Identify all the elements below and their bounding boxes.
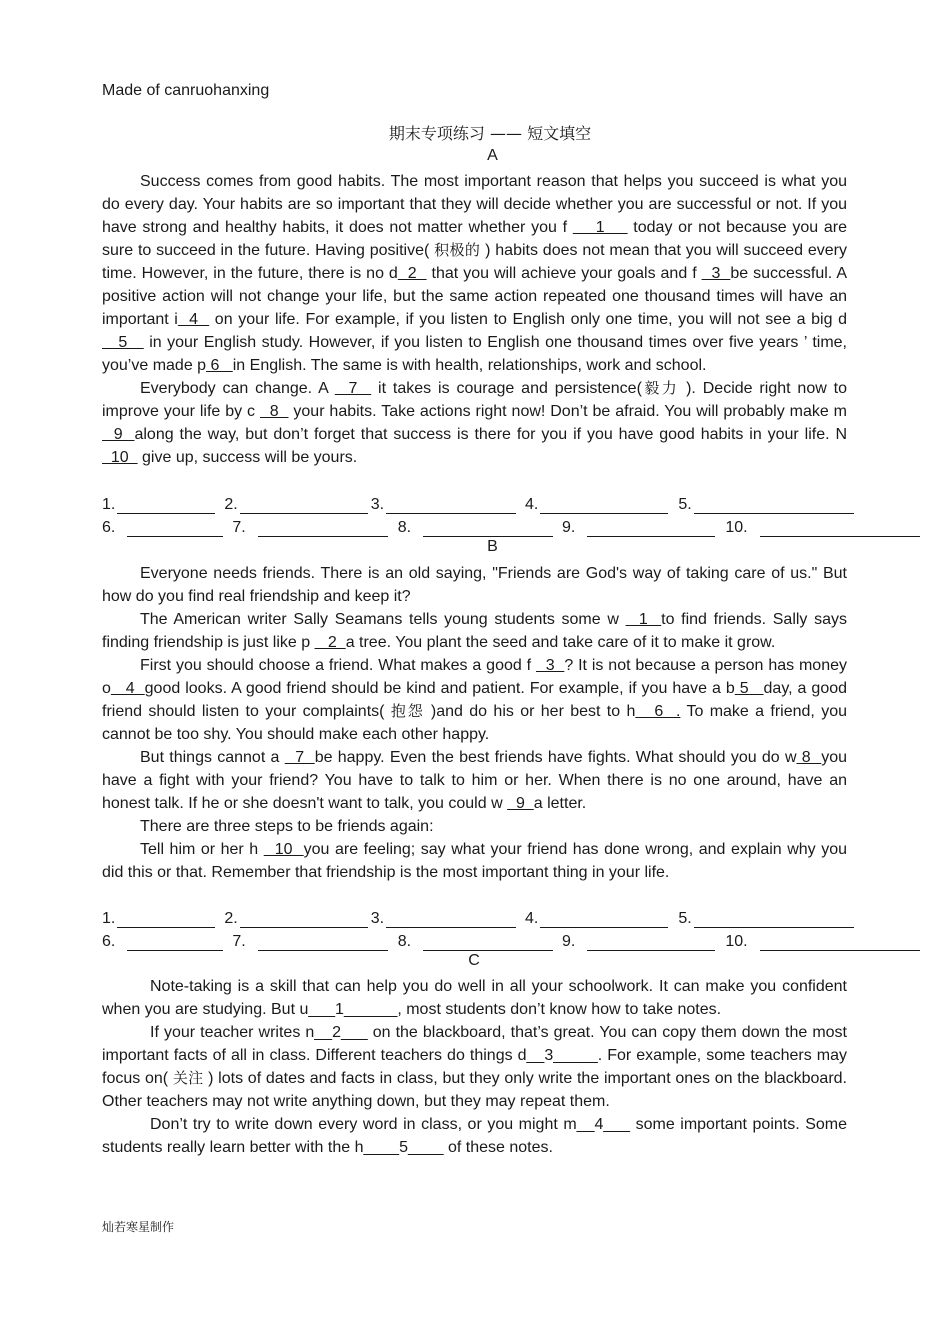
answer-number: 10. [725, 933, 748, 950]
text-run: a tree. You plant the seed and take care of it to make it grow. [345, 634, 776, 651]
page-title: 期末专项练习 —— 短文填空 [388, 124, 592, 143]
section-b-paragraph-3 [102, 654, 847, 746]
answer-number: 3. [370, 496, 385, 513]
text-run: There are three steps to be friends again: [140, 818, 434, 835]
section-c-paragraph-2 [102, 1021, 847, 1113]
answer-blank: 10 [263, 841, 304, 858]
text-run: )and do his or her best to h [424, 703, 636, 720]
answer-line[interactable] [540, 911, 668, 928]
text-run: along the way, but don’t forget that success is there for you if you have good habits in your life. N [134, 426, 847, 443]
answer-slot[interactable] [678, 910, 853, 928]
answer-line[interactable] [240, 911, 368, 928]
answer-number: 2. [224, 910, 238, 927]
section-c-paragraph-3 [102, 1113, 847, 1159]
text-run: in your English study. However, if you listen to English one thousand times over five years ’ time, you’ve made p [102, 334, 847, 374]
answer-line[interactable] [423, 520, 553, 537]
answer-slot[interactable] [371, 496, 516, 514]
text-run: ) lots of dates and facts in class, but they only write the important ones on the blackboard. Other teachers may not write anything down, but they may repeat them. [102, 1070, 847, 1110]
answer-slot[interactable] [371, 910, 516, 928]
answer-blank: 5 [102, 334, 144, 351]
answer-blank: 7 [284, 749, 315, 766]
section-b-paragraph-1 [102, 562, 847, 608]
text-run: give up, success will be yours. [137, 449, 358, 466]
answer-slot[interactable] [562, 519, 715, 537]
answer-blank: 1 [572, 219, 628, 236]
section-a-heading: A [487, 147, 498, 164]
page-footer: 灿若寒星制作 [102, 1220, 175, 1234]
text-run: it takes is courage and persistence( [371, 380, 642, 397]
answer-line[interactable] [240, 497, 368, 514]
text-run: Everybody can change. A [140, 380, 335, 397]
answer-number: 9. [562, 933, 576, 950]
answer-line[interactable] [386, 497, 516, 514]
answer-slot[interactable] [398, 933, 553, 951]
text-run: be successful. A positive action will not change your life, but the same action repeated one thousand times will have an important i [102, 265, 847, 328]
section-a-answer-grid [102, 491, 920, 537]
answer-slot[interactable] [102, 910, 215, 928]
text-run: on your life. For example, if you listen to English only one time, you will not see a big d [209, 311, 847, 328]
answer-blank: 6 [206, 357, 233, 374]
answer-line[interactable] [386, 911, 516, 928]
answer-line[interactable] [587, 934, 715, 951]
answer-blank: 5 [734, 680, 764, 697]
answer-number: 4. [525, 496, 539, 513]
text-run: Success comes from good habits. The most important reason that helps you succeed is what you do every day. Your habits are so important that they will decide whether you are successful or not. If you have strong and healthy habits, it does not matter whether you f [102, 173, 847, 236]
answer-number: 8. [397, 519, 412, 536]
answer-row [102, 928, 920, 951]
answer-number: 1. [102, 496, 116, 513]
answer-number: 9. [562, 519, 576, 536]
answer-line[interactable] [540, 497, 668, 514]
answer-line[interactable] [760, 520, 920, 537]
header-credit: Made of canruohanxing [102, 82, 270, 99]
text-run: If your teacher writes n__2___ on the blackboard, that’s great. You can copy them down the most important facts of all in class. Different teachers do things d__3_____. For example, some teachers may focus on( [102, 1024, 847, 1087]
answer-line[interactable] [117, 911, 215, 928]
answer-row [102, 491, 920, 514]
answer-slot[interactable] [525, 910, 668, 928]
answer-blank: 4 [177, 311, 210, 328]
answer-slot[interactable] [398, 519, 553, 537]
text-run: to find friends. Sally says finding friendship is just like p [102, 611, 848, 651]
text-run: Don’t try to write down every word in class, or you might m__4___ some important points. Some students really learn better with the h____5____ of these notes. [102, 1116, 847, 1156]
answer-line[interactable] [258, 520, 388, 537]
answer-slot[interactable] [232, 933, 387, 951]
answer-blank: 10 [102, 449, 138, 466]
answer-slot[interactable] [102, 933, 223, 951]
answer-row [102, 514, 920, 537]
text-run: But things cannot a [140, 749, 285, 766]
answer-blank: 9 [507, 795, 534, 812]
answer-number: 5. [678, 496, 692, 513]
answer-slot[interactable] [224, 910, 367, 928]
text-run: a letter. [533, 795, 587, 812]
answer-line[interactable] [258, 934, 388, 951]
chinese-gloss: 关注 [172, 1069, 204, 1087]
chinese-gloss: 抱怨 [390, 702, 425, 720]
answer-blank: 4 [110, 680, 145, 697]
answer-blank: 2 [397, 265, 427, 282]
chinese-gloss: 毅力 [641, 379, 680, 397]
section-b-paragraph-6 [102, 838, 847, 884]
answer-slot[interactable] [232, 519, 387, 537]
answer-line[interactable] [694, 497, 854, 514]
answer-number: 7. [232, 933, 246, 950]
text-run: you have a fight with your friend? You have to talk to him or her. When there is no one around, have an honest talk. If he or she doesn't want to talk, you could w [102, 749, 848, 812]
answer-slot[interactable] [725, 519, 919, 537]
text-run: Tell him or her h [140, 841, 264, 858]
text-run: you are feeling; say what your friend has done wrong, and explain why you did this or that. Remember that friendship is the most important thing in your life. [102, 841, 848, 881]
answer-blank: 3 [701, 265, 731, 282]
section-c-text [102, 975, 847, 1159]
answer-row [102, 905, 920, 928]
text-run: in English. The same is with health, relationships, work and school. [232, 357, 707, 374]
answer-number: 6. [102, 933, 116, 950]
answer-blank: 1 [625, 611, 662, 628]
text-run: that you will achieve your goals and f [426, 265, 702, 282]
answer-slot[interactable] [562, 933, 715, 951]
answer-number: 5. [678, 910, 692, 927]
answer-blank: 7 [334, 380, 372, 397]
answer-line[interactable] [760, 934, 920, 951]
text-run: day, a good friend should listen to your complaints( [102, 680, 848, 720]
answer-line[interactable] [587, 520, 715, 537]
section-a-paragraph-1 [102, 170, 847, 377]
answer-slot[interactable] [102, 496, 215, 514]
answer-number: 4. [525, 910, 539, 927]
section-a-text [102, 170, 847, 469]
answer-number: 10. [725, 519, 748, 536]
answer-blank: 6 . [635, 703, 681, 720]
text-run: your habits. Take actions right now! Don’t be afraid. You will probably make m [288, 403, 847, 420]
answer-slot[interactable] [224, 496, 367, 514]
section-c-paragraph-1 [102, 975, 847, 1021]
answer-number: 1. [102, 910, 116, 927]
section-c-heading: C [468, 952, 480, 969]
answer-blank: 9 [102, 426, 135, 443]
text-run: Everyone needs friends. There is an old saying, "Friends are God's way of taking care of us." But how do you find real friendship and keep it? [102, 565, 847, 605]
text-run: ? It is not because a person has money o [102, 657, 848, 697]
answer-number: 3. [370, 910, 385, 927]
section-b-paragraph-2 [102, 608, 847, 654]
answer-line[interactable] [694, 911, 854, 928]
section-b-answer-grid [102, 905, 920, 951]
answer-number: 6. [102, 519, 116, 536]
section-a-paragraph-2 [102, 377, 847, 469]
answer-number: 8. [397, 933, 412, 950]
section-b-heading: B [487, 538, 498, 555]
text-run: be happy. Even the best friends have fights. What should you do w [314, 749, 797, 766]
text-run: First you should choose a friend. What makes a good f [140, 657, 536, 674]
answer-slot[interactable] [678, 496, 853, 514]
text-run: To make a friend, you cannot be too shy. You should make each other happy. [102, 703, 847, 743]
text-run: ). Decide right now to improve your life by c [102, 380, 848, 420]
answer-line[interactable] [117, 497, 215, 514]
answer-line[interactable] [423, 934, 553, 951]
answer-slot[interactable] [725, 933, 919, 951]
text-run: ) habits does not mean that you will succeed every time. However, in the future, there is no d [102, 242, 847, 282]
answer-blank: 2 [314, 634, 346, 651]
answer-blank: 8 [796, 749, 822, 766]
answer-slot[interactable] [102, 519, 223, 537]
chinese-gloss: 积极的 [434, 241, 481, 259]
section-b-paragraph-5 [102, 815, 847, 838]
answer-slot[interactable] [525, 496, 668, 514]
answer-number: 2. [224, 496, 238, 513]
answer-line[interactable] [127, 934, 223, 951]
text-run: today or not because you are sure to succeed in the future. Having positive( [102, 219, 847, 259]
answer-blank: 3 [535, 657, 565, 674]
answer-blank: 8 [259, 403, 289, 420]
text-run: good looks. A good friend should be kind and patient. For example, if you have a b [144, 680, 735, 697]
section-b-text [102, 562, 847, 884]
text-run: Note-taking is a skill that can help you do well in all your schoolwork. It can make you confident when you are studying. But u___1______, most students don’t know how to take notes. [102, 978, 847, 1018]
answer-number: 7. [232, 519, 246, 536]
text-run: The American writer Sally Seamans tells young students some w [140, 611, 626, 628]
section-b-paragraph-4 [102, 746, 847, 815]
answer-line[interactable] [127, 520, 223, 537]
